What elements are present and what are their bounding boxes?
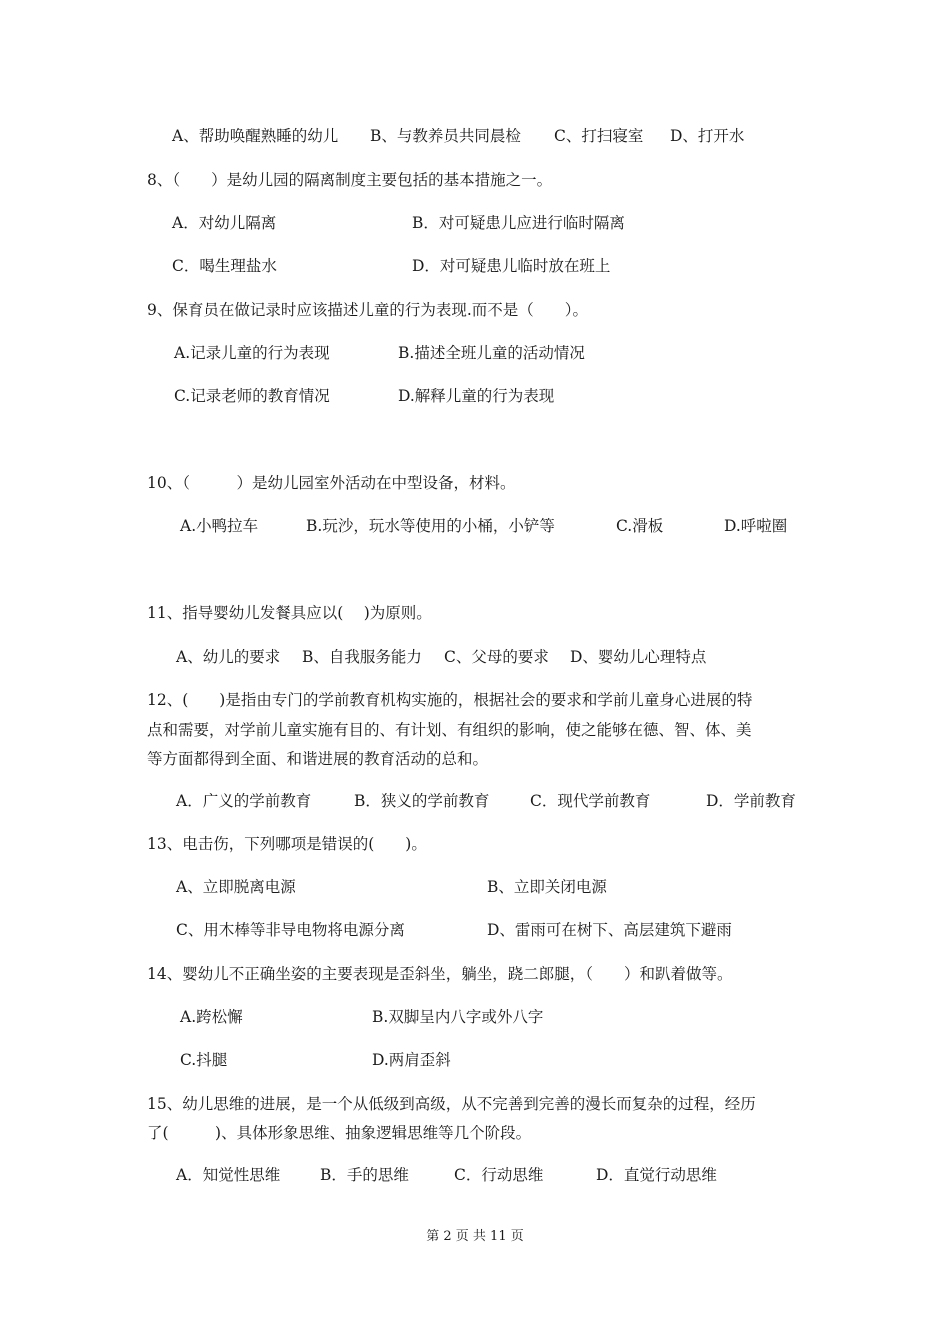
- q9-option-d: D.解释儿童的行为表现: [398, 387, 555, 405]
- page-footer: 第 2 页 共 11 页: [426, 1229, 524, 1244]
- q12-stem-line1: 12、( )是指由专门的学前教育机构实施的，根据社会的要求和学前儿童身心进展的特: [147, 691, 753, 709]
- q12-option-d: D．学前教育: [706, 792, 796, 810]
- q10-option-d: D.呼啦圈: [724, 517, 788, 535]
- q15-option-c: C．行动思维: [454, 1166, 544, 1184]
- q14-option-d: D.两肩歪斜: [372, 1051, 451, 1069]
- q14-option-c: C.抖腿: [180, 1051, 228, 1069]
- q15-option-d: D．直觉行动思维: [596, 1166, 717, 1184]
- q10-option-a: A.小鸭拉车: [180, 517, 259, 535]
- q12-stem-line2: 点和需要，对学前儿童实施有目的、有计划、有组织的影响，使之能够在德、智、体、美: [147, 721, 752, 739]
- q13-option-a: A、立即脱离电源: [176, 878, 296, 896]
- q10-option-c: C.滑板: [616, 517, 664, 535]
- q14-option-a: A.跨松懈: [180, 1008, 243, 1026]
- q13-option-c: C、用木棒等非导电物将电源分离: [176, 921, 405, 939]
- q10-option-b: B.玩沙，玩水等使用的小桶，小铲等: [306, 517, 555, 535]
- q13-stem: 13、电击伤，下列哪项是错误的( )。: [147, 835, 427, 853]
- q7-option-c: C、打扫寝室: [554, 127, 644, 145]
- q12-stem-line3: 等方面都得到全面、和谐进展的教育活动的总和。: [147, 750, 489, 768]
- q10-stem: 10、（ ）是幼儿园室外活动在中型设备，材料。: [147, 474, 516, 492]
- q8-option-d: D．对可疑患儿临时放在班上: [412, 257, 611, 275]
- q9-option-a: A.记录儿童的行为表现: [174, 344, 330, 362]
- q11-option-b: B、自我服务能力: [302, 648, 422, 666]
- q9-option-c: C.记录老师的教育情况: [174, 387, 330, 405]
- q7-option-b: B、与教养员共同晨检: [370, 127, 521, 145]
- q8-stem: 8、（ ）是幼儿园的隔离制度主要包括的基本措施之一。: [147, 171, 553, 189]
- q13-option-b: B、立即关闭电源: [487, 878, 607, 896]
- q9-stem: 9、保育员在做记录时应该描述儿童的行为表现.而不是（ ）。: [147, 301, 589, 319]
- q9-option-b: B.描述全班儿童的活动情况: [398, 344, 585, 362]
- q12-option-a: A．广义的学前教育: [176, 792, 312, 810]
- q7-option-a: A、帮助唤醒熟睡的幼儿: [172, 127, 339, 145]
- q7-option-d: D、打开水: [670, 127, 745, 145]
- q15-option-a: A．知觉性思维: [176, 1166, 281, 1184]
- q13-option-d: D、雷雨可在树下、高层建筑下避雨: [487, 921, 732, 939]
- q12-option-c: C．现代学前教育: [530, 792, 651, 810]
- q8-option-a: A．对幼儿隔离: [172, 214, 277, 232]
- q15-stem-line2: 了( )、具体形象思维、抽象逻辑思维等几个阶段。: [147, 1124, 532, 1142]
- q8-option-c: C．喝生理盐水: [172, 257, 277, 275]
- q8-option-b: B．对可疑患儿应进行临时隔离: [412, 214, 625, 232]
- q15-option-b: B．手的思维: [320, 1166, 409, 1184]
- q11-stem: 11、指导婴幼儿发餐具应以( )为原则。: [147, 604, 432, 622]
- q12-option-b: B．狭义的学前教育: [354, 792, 490, 810]
- q15-stem-line1: 15、幼儿思维的进展，是一个从低级到高级，从不完善到完善的漫长而复杂的过程，经历: [147, 1095, 756, 1113]
- q14-option-b: B.双脚呈内八字或外八字: [372, 1008, 544, 1026]
- q11-option-a: A、幼儿的要求: [176, 648, 281, 666]
- q11-option-d: D、婴幼儿心理特点: [570, 648, 707, 666]
- q11-option-c: C、父母的要求: [444, 648, 549, 666]
- q14-stem: 14、婴幼儿不正确坐姿的主要表现是歪斜坐，躺坐，跷二郎腿，（ ）和趴着做等。: [147, 965, 733, 983]
